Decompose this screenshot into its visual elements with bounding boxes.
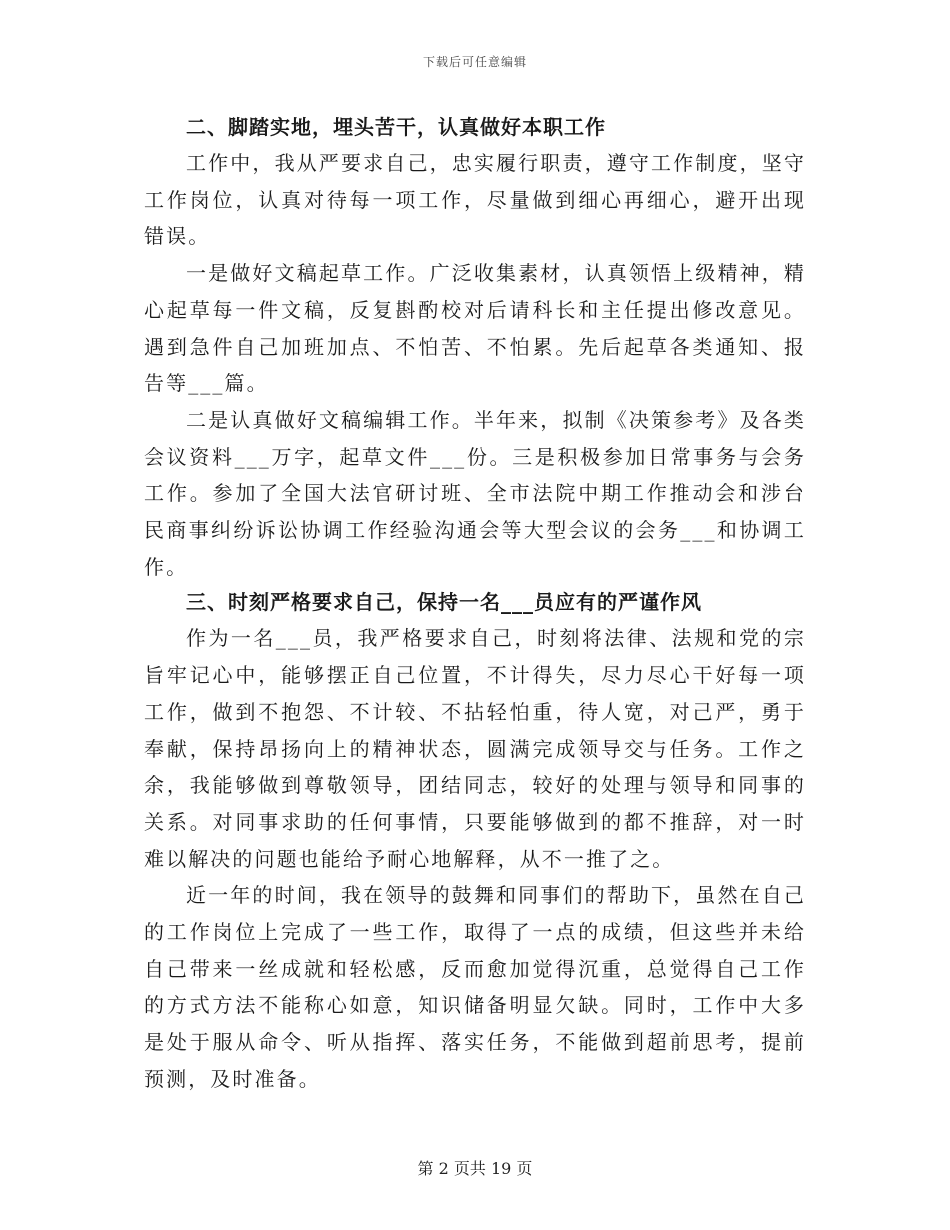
page-number-footer: 第 2 页共 19 页 [417, 1159, 533, 1178]
paragraph-self-discipline: 作为一名___员，我严格要求自己，时刻将法律、法规和党的宗旨牢记心中，能够摆正自己位置，不计得失，尽力尽心干好每一项工作，做到不抱怨、不计较、不拈轻怕重，待人宽，对己严，勇于奉献，保持昂扬向上的精神状态，圆满完成领导交与任务。工作之余，我能够做到尊敬领导，团结同志，较好的处理与领导和同事的关系。对同事求助的任何事情，只要能够做到的都不推辞，对一时难以解决的问题也能给予耐心地解释，从不一推了之。 [144, 626, 806, 871]
section-heading-2: 二、脚踏实地，埋头苦干，认真做好本职工作 [186, 115, 606, 139]
document-body [144, 110, 806, 1098]
paragraph-work-attitude: 工作中，我从严要求自己，忠实履行职责，遵守工作制度，坚守工作岗位，认真对待每一项工作，尽量做到细心再细心，避开出现错误。 [144, 151, 806, 249]
paragraph-reflection: 近一年的时间，我在领导的鼓舞和同事们的帮助下，虽然在自己的工作岗位上完成了一些工作，取得了一点的成绩，但这些并未给自己带来一丝成就和轻松感，反而愈加觉得沉重，总觉得自己工作的方式方法不能称心如意，知识储备明显欠缺。同时，工作中大多是处于服从命令、听从指挥、落实任务，不能做到超前思考，提前预测，及时准备。 [144, 883, 806, 1091]
paragraph-editing: 二是认真做好文稿编辑工作。半年来，拟制《决策参考》及各类会议资料___万字，起草文件___份。三是积极参加日常事务与会务工作。参加了全国大法官研讨班、全市法院中期工作推动会和涉台民商事纠纷诉讼协调工作经验沟通会等大型会议的会务___和协调工作。 [144, 407, 806, 579]
paragraph-drafting: 一是做好文稿起草工作。广泛收集素材，认真领悟上级精神，精心起草每一件文稿，反复斟酌校对后请科长和主任提出修改意见。遇到急件自己加班加点、不怕苦、不怕累。先后起草各类通知、报告等___篇。 [144, 261, 806, 396]
page-header-note: 下载后可任意编辑 [422, 55, 527, 69]
section-heading-3: 三、时刻严格要求自己，保持一名___员应有的严谨作风 [186, 590, 702, 615]
